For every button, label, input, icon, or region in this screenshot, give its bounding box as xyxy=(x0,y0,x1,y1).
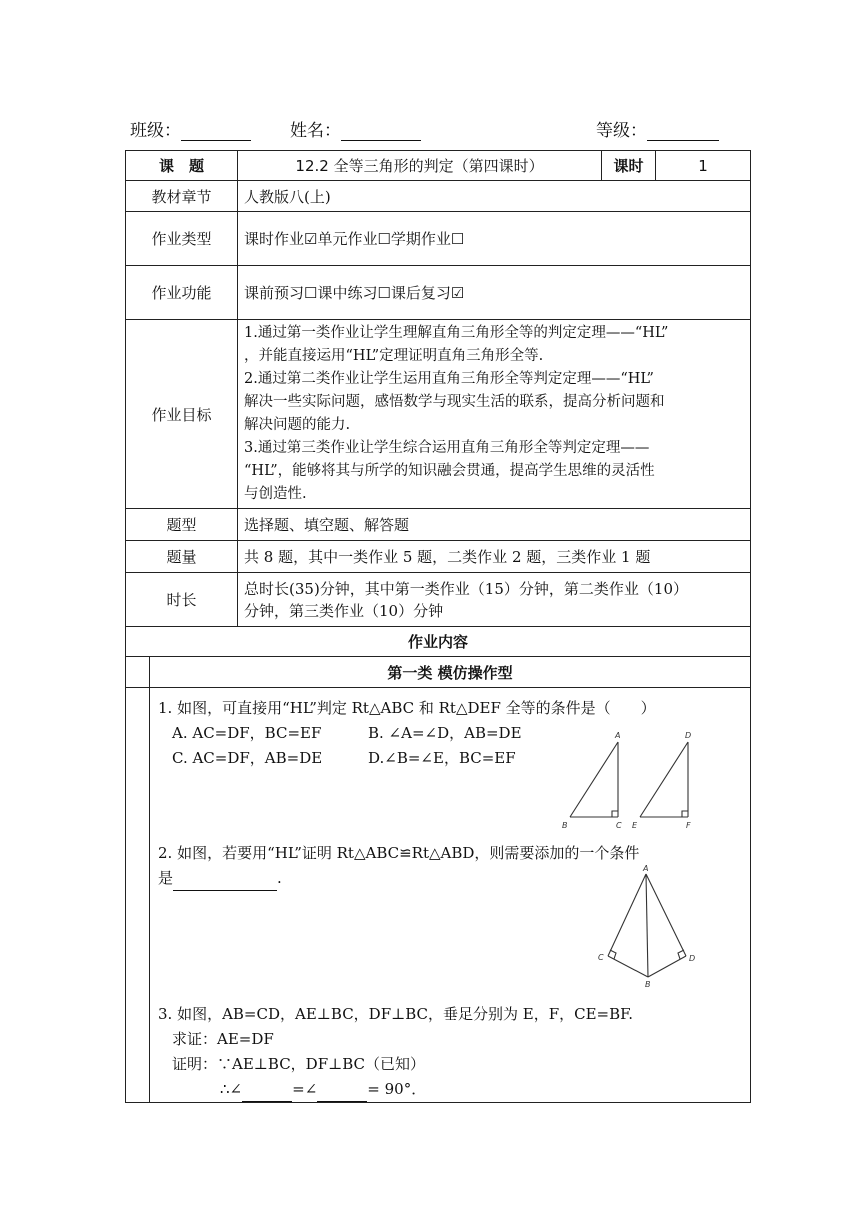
name-blank[interactable] xyxy=(341,122,421,141)
section1-row xyxy=(126,657,751,688)
period-label: 课时 xyxy=(602,151,656,181)
q3-blank-1[interactable] xyxy=(242,1084,292,1102)
fig1-label-c: C xyxy=(616,821,622,830)
section1-margin xyxy=(126,657,150,688)
q1-option-d[interactable]: D.∠B=∠E，BC=EF xyxy=(368,749,516,767)
q3-suffix: = 90°． xyxy=(367,1080,427,1098)
grade-label: 等级： xyxy=(596,121,647,141)
duration-label: 时长 xyxy=(126,573,238,627)
function-label: 作业功能 xyxy=(126,266,238,320)
q2-answer-blank[interactable] xyxy=(173,873,277,891)
goal-label: 作业目标 xyxy=(126,320,238,509)
goal-line: 2.通过第二类作业让学生运用直角三角形全等判定定理——“HL” xyxy=(244,371,654,387)
q1-stem: 1. 如图，可直接用“HL”判定 Rt△ABC 和 Rt△DEF 全等的条件是（ ） xyxy=(158,699,656,717)
class-blank[interactable] xyxy=(181,122,251,141)
period-value: 1 xyxy=(656,151,751,181)
type-value: 课时作业☑单元作业☐学期作业☐ xyxy=(238,212,751,266)
goal-line: 与创造性. xyxy=(244,486,307,502)
qcount-label: 题量 xyxy=(126,541,238,573)
q2-suffix: . xyxy=(277,869,282,887)
fig2-label-b: B xyxy=(645,980,651,989)
topic-row xyxy=(126,151,751,181)
qcount-row xyxy=(126,541,751,573)
fig1-label-b: B xyxy=(562,821,568,830)
qcount-value: 共 8 题，其中一类作业 5 题，二类作业 2 题，三类作业 1 题 xyxy=(238,541,751,573)
q3-therefore: ∴∠ xyxy=(220,1080,243,1098)
goal-row xyxy=(126,320,751,509)
q1-option-a[interactable]: A. AC=DF，BC=EF xyxy=(172,724,322,742)
duration-line: 总时长(35)分钟，其中第一类作业（15）分钟，第二类作业（10） xyxy=(244,579,688,598)
chapter-label: 教材章节 xyxy=(126,181,238,212)
fig2-label-d: D xyxy=(689,954,696,963)
function-row xyxy=(126,266,751,320)
grade-blank[interactable] xyxy=(647,122,719,141)
grade-field xyxy=(596,116,719,141)
q3-proof-line1: 证明：∵AE⊥BC，DF⊥BC（已知） xyxy=(172,1055,425,1073)
section1-title: 第一类 模仿操作型 xyxy=(150,657,751,688)
content-title-row xyxy=(126,627,751,657)
duration-value xyxy=(238,573,751,627)
goal-line: 1.通过第一类作业让学生理解直角三角形全等的判定定理——“HL” xyxy=(244,325,669,341)
q3-prove: 求证：AE=DF xyxy=(172,1030,274,1048)
function-value: 课前预习☐课中练习☐课后复习☑ xyxy=(238,266,751,320)
fig1-label-f: F xyxy=(686,821,691,830)
questions-margin xyxy=(126,688,150,1103)
q2-prefix: 是 xyxy=(158,869,174,887)
qtype-row xyxy=(126,509,751,541)
content-title: 作业内容 xyxy=(126,627,751,657)
name-field xyxy=(290,116,421,141)
figure-1-triangles xyxy=(558,724,718,834)
fig1-label-e: E xyxy=(632,821,638,830)
topic-value: 12.2 全等三角形的判定（第四课时） xyxy=(238,151,602,181)
type-label: 作业类型 xyxy=(126,212,238,266)
qtype-value: 选择题、填空题、解答题 xyxy=(238,509,751,541)
topic-label: 课 题 xyxy=(126,151,238,181)
class-label: 班级： xyxy=(130,121,181,141)
duration-row xyxy=(126,573,751,627)
goal-line: 解决一些实际问题，感悟数学与现实生活的联系，提高分析问题和 xyxy=(244,394,665,410)
goal-list xyxy=(238,320,751,509)
questions-cell xyxy=(150,688,751,1103)
type-row xyxy=(126,212,751,266)
fig1-label-a: A xyxy=(615,731,621,740)
goal-line: ，并能直接运用“HL”定理证明直角三角形全等. xyxy=(244,348,544,364)
goal-line: 解决问题的能力. xyxy=(244,417,351,433)
homework-table xyxy=(125,150,751,1103)
goal-line: 3.通过第三类作业让学生综合运用直角三角形全等判定定理—— xyxy=(244,440,650,456)
class-field xyxy=(130,116,251,141)
q3-equals: =∠ xyxy=(292,1080,318,1098)
goal-line: “HL”，能够将其与所学的知识融会贯通，提高学生思维的灵活性 xyxy=(244,463,655,479)
header-info xyxy=(130,116,730,144)
chapter-row xyxy=(126,181,751,212)
name-label: 姓名： xyxy=(290,121,341,141)
qtype-label: 题型 xyxy=(126,509,238,541)
duration-line: 分钟，第三类作业（10）分钟 xyxy=(244,601,444,620)
q2-line1: 2. 如图，若要用“HL”证明 Rt△ABC≌Rt△ABD，则需要添加的一个条件 xyxy=(158,844,640,862)
q1-option-b[interactable]: B. ∠A=∠D，AB=DE xyxy=(368,724,522,742)
fig1-label-d: D xyxy=(685,731,692,740)
fig2-label-a: A xyxy=(643,864,649,873)
q3-proof-line2 xyxy=(158,1077,758,1102)
q3-blank-2[interactable] xyxy=(317,1084,367,1102)
question-3 xyxy=(158,1002,758,1102)
figure-2-kite xyxy=(578,864,718,999)
fig2-label-c: C xyxy=(598,953,604,962)
questions-row xyxy=(126,688,751,1103)
chapter-value: 人教版八(上) xyxy=(238,181,751,212)
q1-option-c[interactable]: C. AC=DF，AB=DE xyxy=(172,749,323,767)
q3-stem: 3. 如图，AB=CD，AE⊥BC，DF⊥BC，垂足分别为 E，F，CE=BF. xyxy=(158,1005,633,1023)
